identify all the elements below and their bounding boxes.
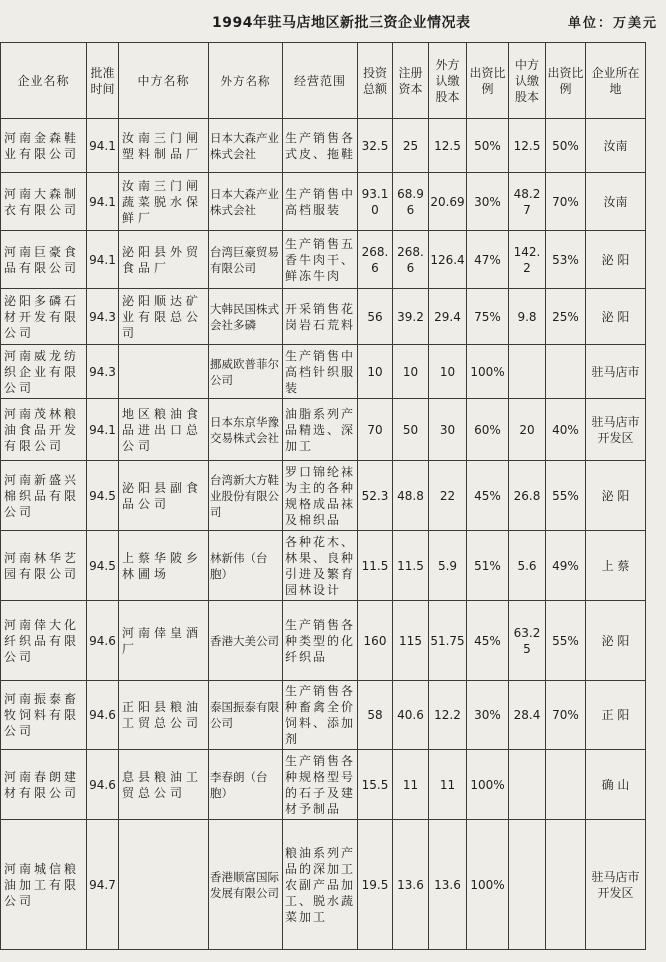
cell-foreign-ratio: 50% <box>467 119 509 173</box>
cell-foreign-partner: 挪威欧普菲尔公司 <box>209 345 283 399</box>
header-total-investment: 投资总额 <box>358 43 393 119</box>
table-row <box>1 601 646 681</box>
cell-foreign-ratio: 100% <box>467 820 509 950</box>
cell-foreign-capital: 13.6 <box>429 820 467 950</box>
header-registered-capital: 注册资本 <box>393 43 429 119</box>
cell-registered-capital: 115 <box>393 601 429 681</box>
cell-foreign-ratio: 60% <box>467 399 509 461</box>
cell-foreign-partner: 泰国振泰有限公司 <box>209 681 283 750</box>
cell-chinese-partner: 地区粮油食品进出口总公司 <box>119 399 209 461</box>
cell-chinese-capital <box>509 750 546 820</box>
cell-foreign-partner: 香港大美公司 <box>209 601 283 681</box>
cell-company-name: 河南大森制衣有限公司 <box>1 173 87 231</box>
header-chinese-partner: 中方名称 <box>119 43 209 119</box>
cell-foreign-partner: 林新伟（台胞） <box>209 531 283 601</box>
cell-chinese-capital: 26.8 <box>509 461 546 531</box>
cell-chinese-capital: 28.4 <box>509 681 546 750</box>
cell-location: 正 阳 <box>586 681 646 750</box>
cell-business-scope: 开采销售花岗岩石荒料 <box>283 289 358 345</box>
cell-total-investment: 58 <box>358 681 393 750</box>
cell-foreign-partner: 台湾新大方鞋业股份有限公司 <box>209 461 283 531</box>
cell-chinese-capital: 20 <box>509 399 546 461</box>
cell-registered-capital: 10 <box>393 345 429 399</box>
cell-chinese-partner: 泌阳县外贸食品厂 <box>119 231 209 289</box>
cell-company-name: 河南威龙纺织企业有限公司 <box>1 345 87 399</box>
cell-foreign-partner: 大韩民国株式会社多磷 <box>209 289 283 345</box>
cell-foreign-ratio: 45% <box>467 601 509 681</box>
cell-foreign-partner: 日本东京华豫交易株式会社 <box>209 399 283 461</box>
header-company-name: 企业名称 <box>1 43 87 119</box>
cell-company-name: 河南倖大化纤织品有限公司 <box>1 601 87 681</box>
cell-chinese-partner: 上蔡华陂乡林圃场 <box>119 531 209 601</box>
cell-approval-date: 94.6 <box>87 601 119 681</box>
cell-approval-date: 94.5 <box>87 461 119 531</box>
cell-company-name: 泌阳多磷石材开发有限公司 <box>1 289 87 345</box>
cell-location: 汝南 <box>586 173 646 231</box>
cell-registered-capital: 11.5 <box>393 531 429 601</box>
cell-business-scope: 粮油系列产品的深加工农副产品加工、脱水蔬菜加工 <box>283 820 358 950</box>
header-location: 企业所在地 <box>586 43 646 119</box>
table-header <box>1 43 646 119</box>
cell-location: 驻马店市 <box>586 345 646 399</box>
cell-company-name: 河南新盛兴棉织品有限公司 <box>1 461 87 531</box>
cell-foreign-ratio: 51% <box>467 531 509 601</box>
cell-chinese-ratio <box>546 750 586 820</box>
cell-business-scope: 生产销售五香牛肉干、鲜冻牛肉 <box>283 231 358 289</box>
table-row <box>1 231 646 289</box>
cell-business-scope: 罗口锦纶袜为主的各种规格成品袜及棉织品 <box>283 461 358 531</box>
cell-foreign-partner: 日本大森产业株式会社 <box>209 173 283 231</box>
cell-total-investment: 268.6 <box>358 231 393 289</box>
cell-approval-date: 94.1 <box>87 399 119 461</box>
cell-company-name: 河南巨豪食品有限公司 <box>1 231 87 289</box>
cell-chinese-capital <box>509 820 546 950</box>
table-row <box>1 750 646 820</box>
cell-registered-capital: 68.96 <box>393 173 429 231</box>
cell-foreign-ratio: 47% <box>467 231 509 289</box>
cell-foreign-ratio: 45% <box>467 461 509 531</box>
cell-foreign-ratio: 100% <box>467 750 509 820</box>
cell-business-scope: 生产销售各式皮、拖鞋 <box>283 119 358 173</box>
cell-registered-capital: 40.6 <box>393 681 429 750</box>
cell-registered-capital: 11 <box>393 750 429 820</box>
cell-business-scope: 生产销售中高档服装 <box>283 173 358 231</box>
cell-chinese-ratio: 25% <box>546 289 586 345</box>
cell-business-scope: 生产销售中高档针织服装 <box>283 345 358 399</box>
cell-chinese-ratio: 55% <box>546 601 586 681</box>
header-approval-date: 批准时间 <box>87 43 119 119</box>
cell-business-scope: 生产销售各种规格型号的石子及建材予制品 <box>283 750 358 820</box>
cell-chinese-partner <box>119 820 209 950</box>
cell-chinese-capital: 12.5 <box>509 119 546 173</box>
cell-foreign-partner: 李春朗（台胞） <box>209 750 283 820</box>
cell-foreign-ratio: 30% <box>467 681 509 750</box>
enterprise-table <box>0 42 646 950</box>
cell-business-scope: 油脂系列产品精选、深加工 <box>283 399 358 461</box>
cell-registered-capital: 25 <box>393 119 429 173</box>
cell-chinese-capital: 5.6 <box>509 531 546 601</box>
cell-registered-capital: 50 <box>393 399 429 461</box>
cell-total-investment: 15.5 <box>358 750 393 820</box>
cell-approval-date: 94.6 <box>87 750 119 820</box>
cell-chinese-partner: 汝南三门闸塑料制品厂 <box>119 119 209 173</box>
cell-chinese-ratio: 53% <box>546 231 586 289</box>
cell-total-investment: 10 <box>358 345 393 399</box>
table-row <box>1 531 646 601</box>
cell-total-investment: 32.5 <box>358 119 393 173</box>
cell-foreign-ratio: 75% <box>467 289 509 345</box>
cell-foreign-ratio: 100% <box>467 345 509 399</box>
cell-foreign-partner: 日本大森产业株式会社 <box>209 119 283 173</box>
cell-approval-date: 94.1 <box>87 231 119 289</box>
cell-location: 泌 阳 <box>586 461 646 531</box>
cell-foreign-partner: 台湾巨豪贸易有限公司 <box>209 231 283 289</box>
cell-registered-capital: 39.2 <box>393 289 429 345</box>
cell-total-investment: 93.10 <box>358 173 393 231</box>
cell-location: 泌 阳 <box>586 231 646 289</box>
cell-foreign-capital: 5.9 <box>429 531 467 601</box>
header-chinese-capital: 中方认缴股本 <box>509 43 546 119</box>
cell-total-investment: 70 <box>358 399 393 461</box>
cell-company-name: 河南金森鞋业有限公司 <box>1 119 87 173</box>
cell-company-name: 河南茂林粮油食品开发有限公司 <box>1 399 87 461</box>
cell-chinese-partner: 息县粮油工贸总公司 <box>119 750 209 820</box>
cell-foreign-capital: 22 <box>429 461 467 531</box>
cell-chinese-partner: 汝南三门闸蔬菜脱水保鲜厂 <box>119 173 209 231</box>
cell-chinese-ratio <box>546 345 586 399</box>
cell-approval-date: 94.6 <box>87 681 119 750</box>
header-foreign-ratio: 出资比例 <box>467 43 509 119</box>
cell-approval-date: 94.3 <box>87 289 119 345</box>
table-row <box>1 289 646 345</box>
header-business-scope: 经营范围 <box>283 43 358 119</box>
table-row <box>1 119 646 173</box>
cell-approval-date: 94.1 <box>87 119 119 173</box>
cell-business-scope: 生产销售各种畜禽全价饲料、添加剂 <box>283 681 358 750</box>
unit-label: 单位：万美元 <box>567 16 658 31</box>
cell-company-name: 河南春朗建材有限公司 <box>1 750 87 820</box>
cell-chinese-capital: 142.2 <box>509 231 546 289</box>
cell-total-investment: 56 <box>358 289 393 345</box>
header-foreign-capital: 外方认缴股本 <box>429 43 467 119</box>
cell-approval-date: 94.7 <box>87 820 119 950</box>
cell-foreign-ratio: 30% <box>467 173 509 231</box>
cell-chinese-capital: 48.27 <box>509 173 546 231</box>
cell-chinese-ratio: 55% <box>546 461 586 531</box>
cell-location: 泌 阳 <box>586 601 646 681</box>
cell-location: 驻马店市开发区 <box>586 820 646 950</box>
cell-location: 确 山 <box>586 750 646 820</box>
cell-company-name: 河南城信粮油加工有限公司 <box>1 820 87 950</box>
cell-chinese-capital: 63.25 <box>509 601 546 681</box>
cell-chinese-partner: 泌阳县副食品公司 <box>119 461 209 531</box>
cell-foreign-capital: 11 <box>429 750 467 820</box>
cell-foreign-capital: 30 <box>429 399 467 461</box>
cell-approval-date: 94.3 <box>87 345 119 399</box>
header-chinese-ratio: 出资比例 <box>546 43 586 119</box>
cell-chinese-partner: 河南倖皇酒厂 <box>119 601 209 681</box>
cell-registered-capital: 13.6 <box>393 820 429 950</box>
header-foreign-partner: 外方名称 <box>209 43 283 119</box>
cell-company-name: 河南林华艺园有限公司 <box>1 531 87 601</box>
cell-approval-date: 94.1 <box>87 173 119 231</box>
cell-registered-capital: 48.8 <box>393 461 429 531</box>
cell-foreign-capital: 126.4 <box>429 231 467 289</box>
cell-foreign-partner: 香港顺富国际发展有限公司 <box>209 820 283 950</box>
cell-chinese-ratio: 70% <box>546 173 586 231</box>
cell-location: 驻马店市开发区 <box>586 399 646 461</box>
cell-foreign-capital: 12.2 <box>429 681 467 750</box>
table-row <box>1 820 646 950</box>
cell-company-name: 河南振泰畜牧饲料有限公司 <box>1 681 87 750</box>
cell-total-investment: 52.3 <box>358 461 393 531</box>
cell-registered-capital: 268.6 <box>393 231 429 289</box>
table-row <box>1 345 646 399</box>
table-row <box>1 681 646 750</box>
cell-approval-date: 94.5 <box>87 531 119 601</box>
document-title: 1994年驻马店地区新批三资企业情况表 <box>212 15 471 31</box>
cell-location: 汝南 <box>586 119 646 173</box>
cell-location: 泌 阳 <box>586 289 646 345</box>
cell-chinese-ratio: 70% <box>546 681 586 750</box>
cell-business-scope: 各种花木、林果、良种引进及繁育园林设计 <box>283 531 358 601</box>
cell-chinese-partner: 正阳县粮油工贸总公司 <box>119 681 209 750</box>
cell-chinese-partner: 泌阳顺达矿业有限总公司 <box>119 289 209 345</box>
table-body <box>1 119 646 950</box>
cell-foreign-capital: 51.75 <box>429 601 467 681</box>
cell-chinese-ratio: 49% <box>546 531 586 601</box>
cell-chinese-capital <box>509 345 546 399</box>
cell-business-scope: 生产销售各种类型的化纤织品 <box>283 601 358 681</box>
table-row <box>1 173 646 231</box>
cell-chinese-ratio: 50% <box>546 119 586 173</box>
cell-foreign-capital: 12.5 <box>429 119 467 173</box>
cell-foreign-capital: 10 <box>429 345 467 399</box>
cell-chinese-capital: 9.8 <box>509 289 546 345</box>
cell-chinese-partner <box>119 345 209 399</box>
cell-chinese-ratio <box>546 820 586 950</box>
cell-foreign-capital: 20.69 <box>429 173 467 231</box>
header-row <box>1 43 646 119</box>
table-row <box>1 399 646 461</box>
cell-location: 上 蔡 <box>586 531 646 601</box>
table-row <box>1 461 646 531</box>
cell-foreign-capital: 29.4 <box>429 289 467 345</box>
cell-chinese-ratio: 40% <box>546 399 586 461</box>
cell-total-investment: 160 <box>358 601 393 681</box>
cell-total-investment: 11.5 <box>358 531 393 601</box>
cell-total-investment: 19.5 <box>358 820 393 950</box>
